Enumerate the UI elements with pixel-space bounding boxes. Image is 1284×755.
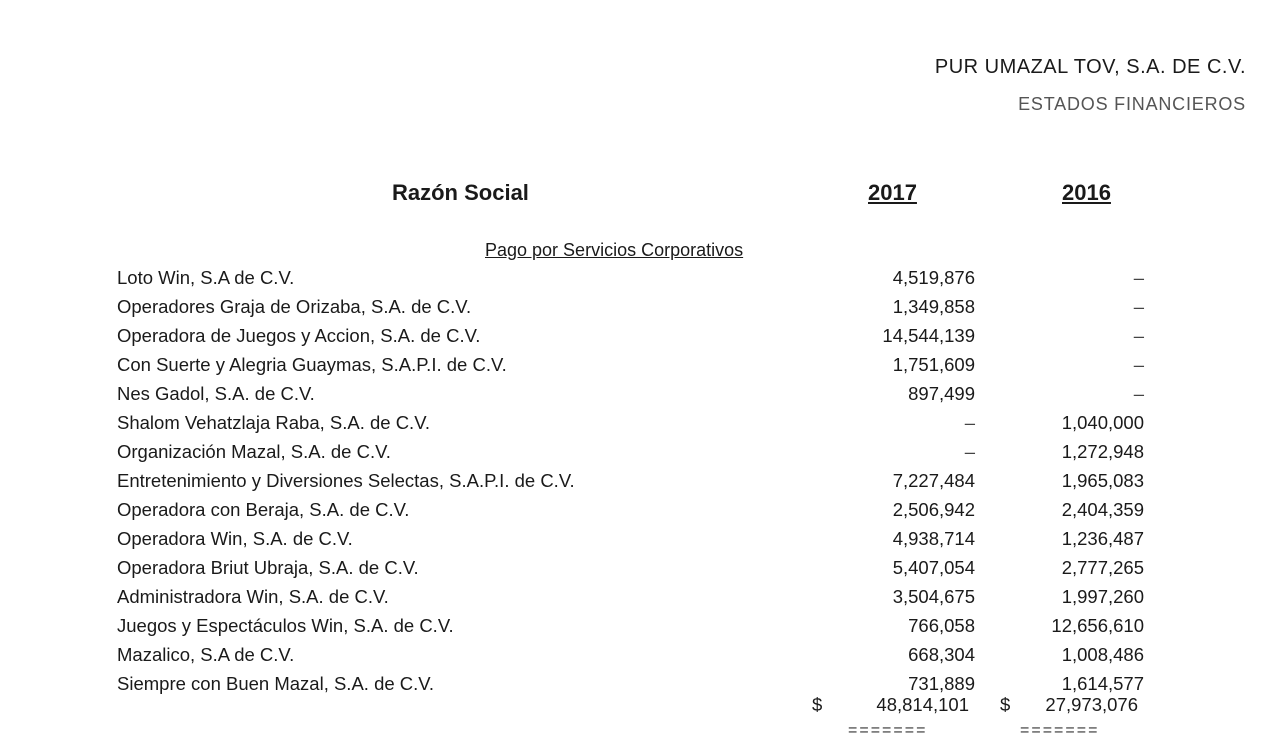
company-name-cell: Organización Mazal, S.A. de C.V.: [117, 441, 391, 462]
value-2016-cell: 2,404,359: [1061, 499, 1144, 520]
value-2017-cell: 14,544,139: [882, 325, 975, 346]
company-name-cell: Loto Win, S.A de C.V.: [117, 267, 295, 288]
section-title: Pago por Servicios Corporativos: [485, 240, 744, 260]
table-body: [0, 267, 1284, 702]
value-2017-cell: 668,304: [908, 644, 975, 665]
table-row: [0, 383, 1284, 412]
value-2016-cell: –: [1133, 354, 1144, 375]
value-2017-cell: 731,889: [908, 673, 975, 694]
table-row: [0, 499, 1284, 528]
double-rule-2017: =======: [848, 722, 928, 739]
company-name-cell: Administradora Win, S.A. de C.V.: [117, 586, 389, 607]
value-2016-cell: 1,272,948: [1061, 441, 1144, 462]
value-2017-cell: –: [964, 412, 975, 433]
value-2016-cell: –: [1133, 383, 1144, 404]
company-name-cell: Operadora Win, S.A. de C.V.: [117, 528, 353, 549]
table-row: [0, 615, 1284, 644]
company-name: PUR UMAZAL TOV, S.A. DE C.V.: [934, 56, 1246, 78]
value-2016-cell: 1,965,083: [1061, 470, 1144, 491]
table-row: [0, 296, 1284, 325]
company-name-cell: Operadora de Juegos y Accion, S.A. de C.V.: [117, 325, 481, 346]
totals-row: [0, 694, 1284, 720]
value-2016-cell: –: [1133, 325, 1144, 346]
column-header-razon-social: Razón Social: [392, 180, 529, 205]
value-2017-cell: 7,227,484: [892, 470, 975, 491]
company-name-cell: Operadora Briut Ubraja, S.A. de C.V.: [117, 557, 419, 578]
table-row: [0, 441, 1284, 470]
value-2017-cell: 2,506,942: [892, 499, 975, 520]
value-2016-cell: 1,997,260: [1061, 586, 1144, 607]
total-2017: 48,814,101: [876, 694, 969, 715]
company-name-cell: Siempre con Buen Mazal, S.A. de C.V.: [117, 673, 435, 694]
company-name-cell: Shalom Vehatzlaja Raba, S.A. de C.V.: [117, 412, 430, 433]
value-2017-cell: 5,407,054: [892, 557, 975, 578]
value-2017-cell: 1,751,609: [892, 354, 975, 375]
value-2017-cell: –: [964, 441, 975, 462]
company-name-cell: Operadores Graja de Orizaba, S.A. de C.V.: [117, 296, 472, 317]
value-2017-cell: 4,938,714: [892, 528, 975, 549]
company-name-cell: Juegos y Espectáculos Win, S.A. de C.V.: [117, 615, 454, 636]
company-name-cell: Entretenimiento y Diversiones Selectas, S.A.P.I. de C.V.: [117, 470, 575, 491]
value-2016-cell: 1,040,000: [1061, 412, 1144, 433]
value-2016-cell: 2,777,265: [1061, 557, 1144, 578]
table-row: [0, 267, 1284, 296]
value-2016-cell: 1,008,486: [1061, 644, 1144, 665]
value-2016-cell: 12,656,610: [1051, 615, 1144, 636]
company-name-cell: Nes Gadol, S.A. de C.V.: [117, 383, 315, 404]
table-row: [0, 325, 1284, 354]
value-2016-cell: 1,236,487: [1061, 528, 1144, 549]
document-subtitle: ESTADOS FINANCIEROS: [1018, 94, 1246, 114]
currency-symbol-2016: $: [1000, 694, 1011, 715]
table-row: [0, 354, 1284, 383]
double-rule-2016: =======: [1020, 722, 1100, 739]
company-name-cell: Con Suerte y Alegria Guaymas, S.A.P.I. de C.V.: [117, 354, 507, 375]
value-2016-cell: 1,614,577: [1061, 673, 1144, 694]
table-row: [0, 528, 1284, 557]
table-row: [0, 586, 1284, 615]
value-2017-cell: 897,499: [908, 383, 975, 404]
table-row: [0, 412, 1284, 441]
value-2017-cell: 766,058: [908, 615, 975, 636]
value-2017-cell: 4,519,876: [892, 267, 975, 288]
total-2016: 27,973,076: [1045, 694, 1138, 715]
value-2016-cell: –: [1133, 267, 1144, 288]
table-row: [0, 470, 1284, 499]
company-name-cell: Mazalico, S.A de C.V.: [117, 644, 295, 665]
table-row: [0, 557, 1284, 586]
column-header-2016: 2016: [1062, 180, 1111, 205]
table-row: [0, 644, 1284, 673]
value-2017-cell: 1,349,858: [892, 296, 975, 317]
column-header-2017: 2017: [868, 180, 917, 205]
company-name-cell: Operadora con Beraja, S.A. de C.V.: [117, 499, 410, 520]
currency-symbol-2017: $: [812, 694, 823, 715]
value-2016-cell: –: [1133, 296, 1144, 317]
value-2017-cell: 3,504,675: [892, 586, 975, 607]
